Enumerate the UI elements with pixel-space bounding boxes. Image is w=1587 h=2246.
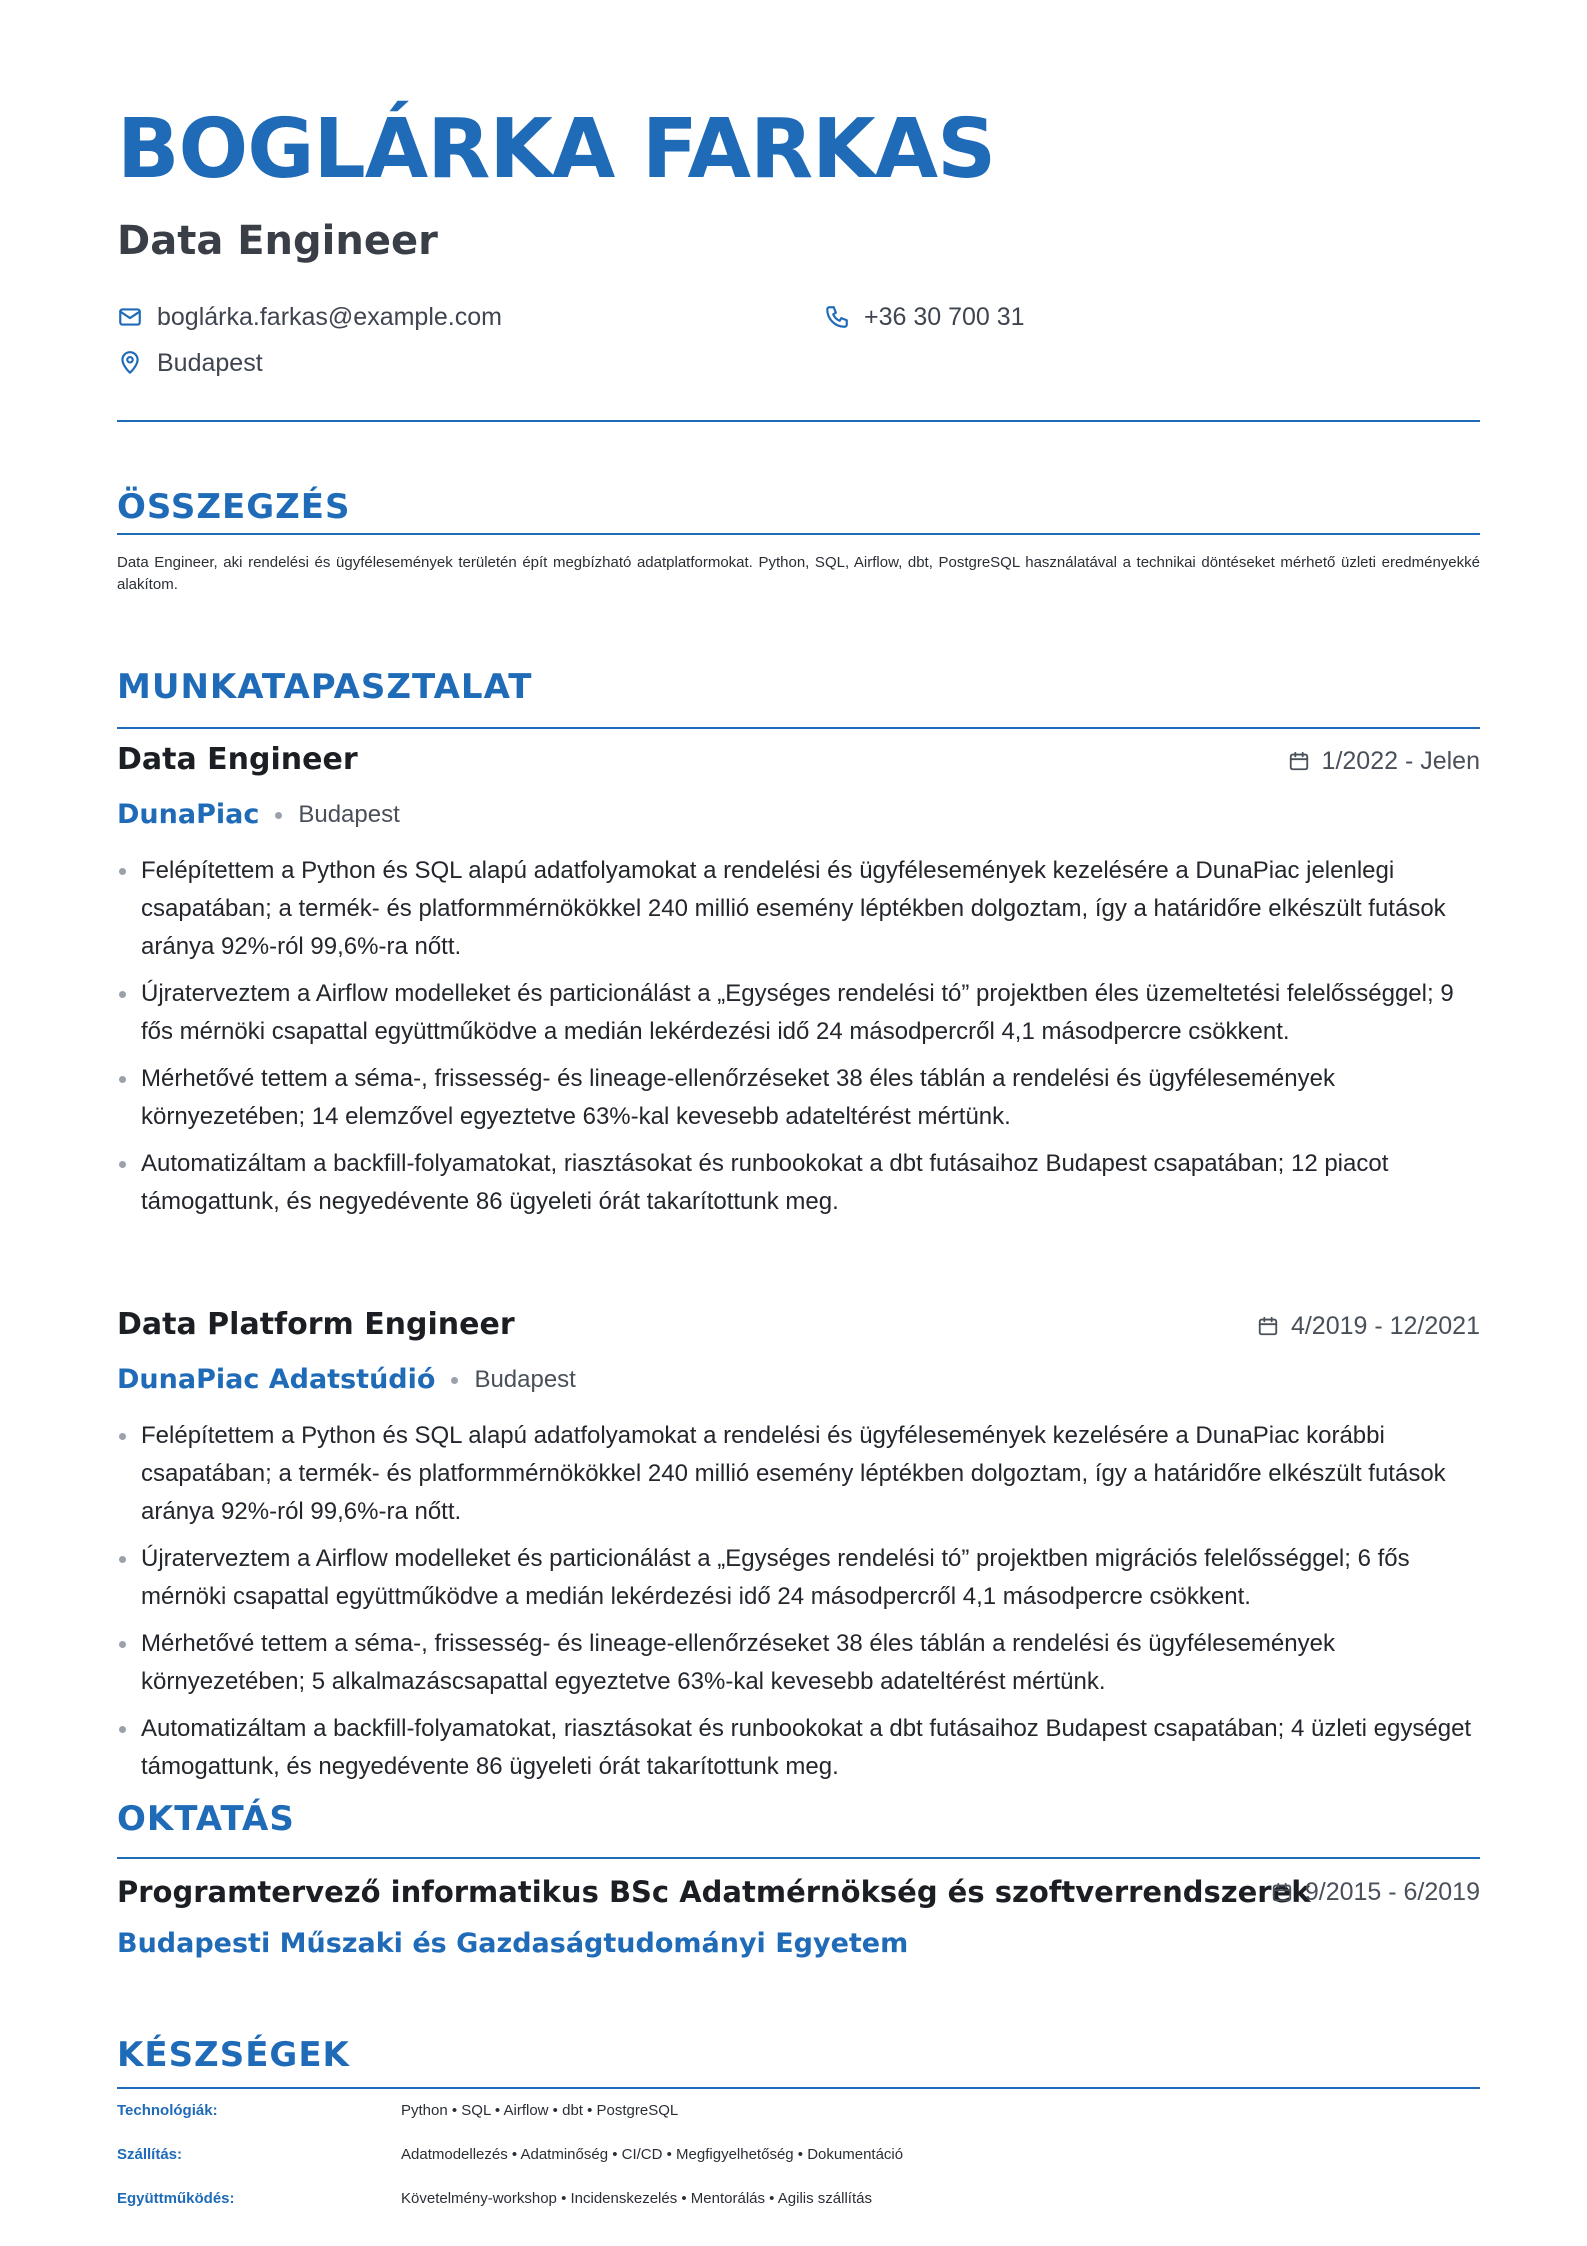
- job-bullets: [117, 1417, 1480, 1795]
- separator-dot: [451, 1377, 458, 1384]
- job-company: DunaPiac: [117, 799, 260, 830]
- location-text: Budapest: [157, 349, 263, 377]
- skill-label: Technológiák:: [117, 2102, 218, 2119]
- job-date: [1257, 1309, 1480, 1343]
- job-bullet: Újraterveztem a Airflow modelleket és particionálást a „Egységes rendelési tó” projektben migrációs felelősséggel; 6 fős mérnöki csapattal együttműködve a medián lekérdezési idő 24 másodpercről 4,1 másodpercre csökkent.: [117, 1540, 1480, 1616]
- section-title-experience: MUNKATAPASZTALAT: [117, 667, 533, 707]
- candidate-name: BOGLÁRKA FARKAS: [117, 102, 996, 197]
- resume-page: [117, 0, 1480, 2246]
- job-bullets: [117, 852, 1480, 1230]
- mail-icon: [117, 304, 143, 330]
- location-pin-icon: [117, 350, 143, 376]
- contact-location: [117, 346, 263, 380]
- section-title-education: OKTATÁS: [117, 1799, 295, 1839]
- education-school: Budapesti Műszaki és Gazdaságtudományi Egyetem: [117, 1928, 909, 1959]
- job-date-text: 4/2019 - 12/2021: [1290, 1312, 1480, 1340]
- job-location: Budapest: [474, 1366, 576, 1393]
- contact-phone[interactable]: [824, 300, 1025, 334]
- contact-email[interactable]: [117, 300, 502, 334]
- experience-divider: [117, 727, 1480, 729]
- separator-dot: [275, 812, 282, 819]
- job-bullet: Mérhetővé tettem a séma-, frissesség- és lineage-ellenőrzéseket 38 éles táblán a rendelési és ügyfélesemények környezetében; 5 alkalmazáscsapattal egyeztetve 63%-kal kevesebb adateltérést mértünk.: [117, 1625, 1480, 1701]
- job-company: DunaPiac Adatstúdió: [117, 1364, 436, 1395]
- job-bullet: Felépítettem a Python és SQL alapú adatfolyamokat a rendelési és ügyfélesemények kezelésére a DunaPiac korábbi csapatában; a termék- és platformmérnökökkel 240 millió esemény léptékben dolgoztam, így a határidőre elkészült futások aránya 92%-ról 99,6%-ra nőtt.: [117, 1417, 1480, 1531]
- summary-text: Data Engineer, aki rendelési és ügyfélesemények területén épít megbízható adatplatformokat. Python, SQL, Airflow, dbt, PostgreSQL használatával a technikai döntéseket mérhető üzleti eredményekké alakítom.: [117, 554, 1480, 593]
- education-degree: Programtervező informatikus BSc Adatmérnökség és szoftverrendszerek: [117, 1875, 1311, 1909]
- job-bullet: Mérhetővé tettem a séma-, frissesség- és lineage-ellenőrzéseket 38 éles táblán a rendelési és ügyfélesemények környezetében; 14 elemzővel egyeztetve 63%-kal kevesebb adateltérést mértünk.: [117, 1060, 1480, 1136]
- phone-text: +36 30 700 31: [864, 303, 1025, 331]
- skill-value: Követelmény-workshop • Incidenskezelés • Mentorálás • Agilis szállítás: [401, 2190, 872, 2207]
- education-date: [1271, 1875, 1480, 1909]
- education-divider: [117, 1857, 1480, 1859]
- skills-divider: [117, 2087, 1480, 2089]
- email-text: boglárka.farkas@example.com: [157, 303, 502, 331]
- job-title: Data Engineer: [117, 742, 358, 777]
- summary-divider: [117, 533, 1480, 535]
- calendar-icon: [1271, 1881, 1293, 1903]
- job-title: Data Platform Engineer: [117, 1307, 515, 1342]
- phone-icon: [824, 304, 850, 330]
- job-bullet: Automatizáltam a backfill-folyamatokat, riasztásokat és runbookokat a dbt futásaihoz Budapest csapatában; 12 piacot támogattunk, és negyedévente 86 ügyeleti órát takarítottunk meg.: [117, 1145, 1480, 1221]
- job-location: Budapest: [298, 801, 400, 828]
- job-date-text: 1/2022 - Jelen: [1321, 747, 1480, 775]
- candidate-role: Data Engineer: [117, 218, 438, 264]
- job-bullet: Felépítettem a Python és SQL alapú adatfolyamokat a rendelési és ügyfélesemények kezelésére a DunaPiac jelenlegi csapatában; a termék- és platformmérnökökkel 240 millió esemény léptékben dolgoztam, így a határidőre elkészült futások aránya 92%-ról 99,6%-ra nőtt.: [117, 852, 1480, 966]
- skill-value: Python • SQL • Airflow • dbt • PostgreSQL: [401, 2102, 679, 2119]
- skill-label: Együttműködés:: [117, 2190, 235, 2207]
- education-date-text: 9/2015 - 6/2019: [1304, 1878, 1480, 1906]
- section-title-skills: KÉSZSÉGEK: [117, 2035, 350, 2075]
- section-title-summary: ÖSSZEGZÉS: [117, 487, 351, 527]
- calendar-icon: [1288, 750, 1310, 772]
- job-date: [1288, 744, 1480, 778]
- job-bullet: Újraterveztem a Airflow modelleket és particionálást a „Egységes rendelési tó” projektben éles üzemeltetési felelősséggel; 9 fős mérnöki csapattal együttműködve a medián lekérdezési idő 24 másodpercről 4,1 másodpercre csökkent.: [117, 975, 1480, 1051]
- job-bullet: Automatizáltam a backfill-folyamatokat, riasztásokat és runbookokat a dbt futásaihoz Budapest csapatában; 4 üzleti egységet támogattunk, és negyedévente 86 ügyeleti órát takarítottunk meg.: [117, 1710, 1480, 1786]
- skill-label: Szállítás:: [117, 2146, 183, 2163]
- job-company-line: [117, 1362, 576, 1398]
- header-divider: [117, 420, 1480, 422]
- skill-value: Adatmodellezés • Adatminőség • CI/CD • Megfigyelhetőség • Dokumentáció: [401, 2146, 904, 2163]
- job-company-line: [117, 797, 400, 833]
- calendar-icon: [1257, 1315, 1279, 1337]
